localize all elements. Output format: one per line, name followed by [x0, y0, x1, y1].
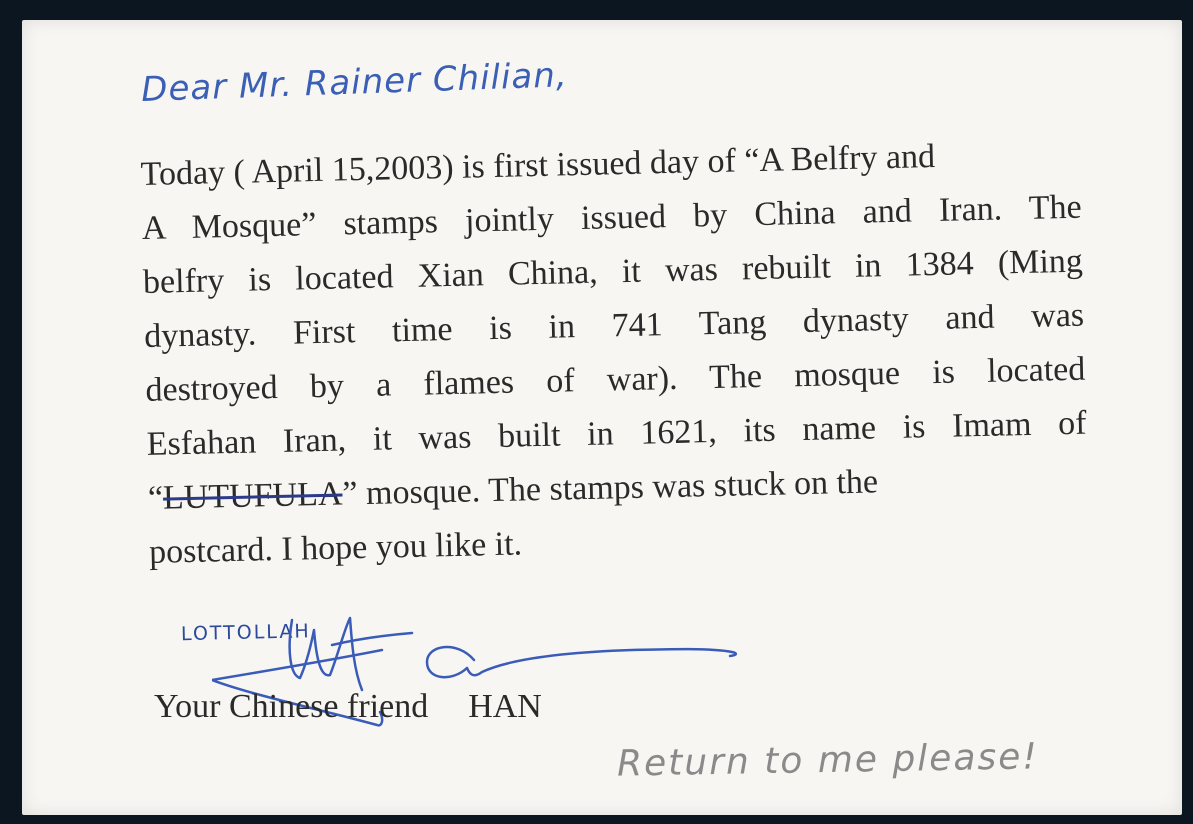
message-body	[140, 127, 1090, 646]
closing-line	[154, 688, 542, 726]
body-line: Esfahan Iran, it was built in 1621, its name is Imam of	[146, 404, 1087, 463]
sender-name: HAN	[468, 688, 542, 725]
body-line: destroyed by a flames of war). The mosque is located	[145, 350, 1086, 409]
body-line: Today ( April 15,2003) is first issued day of “A Belfry and	[140, 137, 936, 193]
signature	[212, 600, 772, 750]
handwritten-correction: LOTTOLLAH	[180, 620, 311, 646]
body-line: belfry is located Xian China, it was rebuilt in 1384 (Ming	[142, 242, 1084, 301]
postcard	[22, 20, 1182, 815]
open-quote: “	[147, 479, 164, 517]
handwritten-greeting: Dear Mr. Rainer Chilian,	[140, 55, 569, 110]
body-line: dynasty. First time is in 741 Tang dynasty and was	[143, 296, 1085, 355]
body-line: A Mosque” stamps jointly issued by China and Iran. The	[141, 188, 1083, 247]
body-line-last: postcard. I hope you like it.	[148, 525, 523, 571]
body-line-rest: ” mosque. The stamps was stuck on the	[342, 463, 879, 513]
struck-word: LUTUFULA	[162, 475, 343, 517]
pencil-note: Return to me please!	[616, 736, 1040, 785]
closing-text: Your Chinese friend	[154, 688, 429, 725]
